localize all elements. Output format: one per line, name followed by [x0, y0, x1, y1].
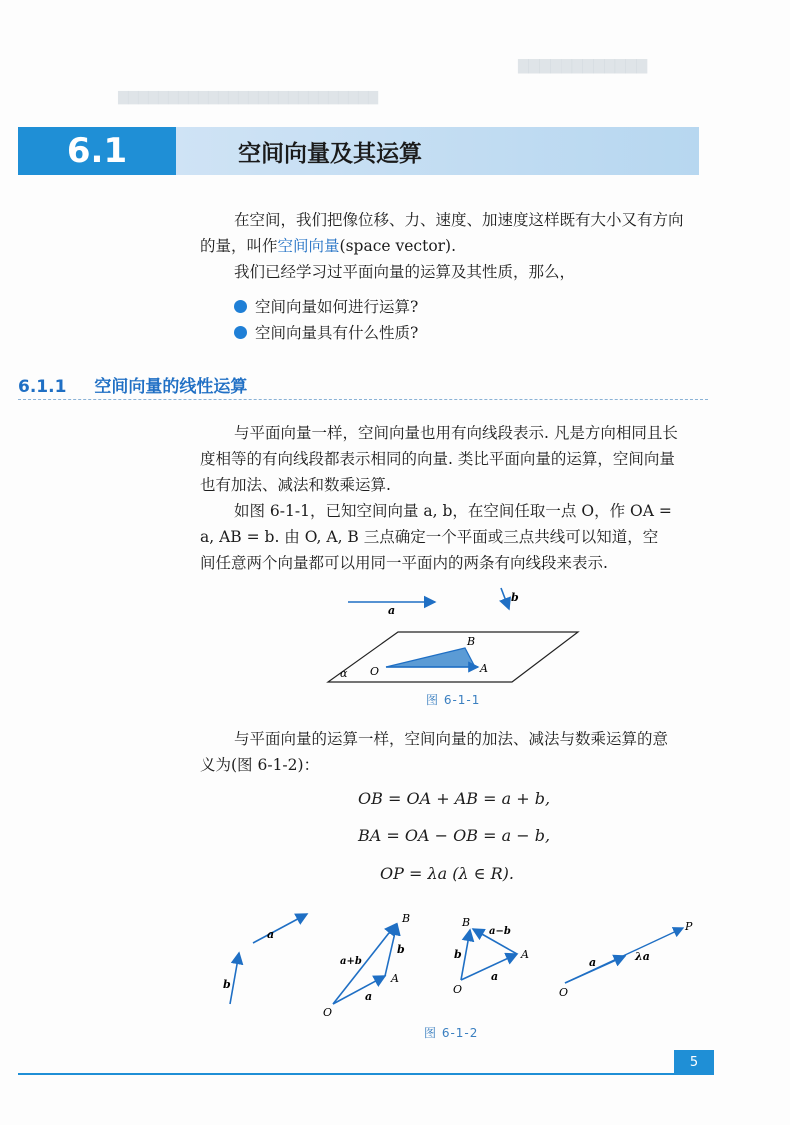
section-banner: [18, 127, 699, 175]
subsection-divider: [18, 399, 708, 400]
intro-line-1: 在空间，我们把像位移、力、速度、加速度这样既有大小又有方向: [234, 211, 684, 229]
label-O: O: [559, 986, 569, 999]
page-number: 5: [674, 1050, 714, 1074]
label-O: O: [370, 665, 380, 678]
vector-a-arrow: [253, 914, 307, 943]
label-B: B: [467, 635, 476, 648]
label-b: b: [511, 591, 519, 604]
label-a-plus-b: a+b: [340, 956, 362, 967]
label-a: a: [267, 928, 275, 941]
label-P: P: [685, 920, 693, 933]
subsection-number: 6.1.1: [18, 377, 67, 397]
label-a: a: [589, 956, 597, 969]
para1-line-1: 与平面向量一样，空间向量也用有向线段表示. 凡是方向相同且长: [234, 424, 678, 442]
question-item: [234, 321, 418, 343]
equation-BA: BA = OA − OB = a − b,: [358, 826, 551, 845]
figure-6-1-2: [215, 908, 705, 1023]
section-title-bar: [176, 127, 699, 175]
label-a-minus-b: a−b: [489, 926, 511, 937]
para3-line-2: 义为(图 6-1-2)：: [200, 756, 320, 774]
intro-line-3: 我们已经学习过平面向量的运算及其性质，那么，: [234, 263, 576, 281]
intro-line-2-pre: 的量，叫作: [200, 237, 278, 255]
vector-OA-arrow: [461, 954, 517, 980]
label-B: B: [462, 916, 471, 929]
bleed-through-text: ▇▇▇▇▇▇▇▇▇▇▇▇: [518, 58, 648, 74]
vector-OB-arrow: [461, 930, 470, 980]
para1-line-2: 度相等的有向线段都表示相同的向量. 类比平面向量的运算，空间向量: [200, 450, 675, 468]
para2-line-3: 间任意两个向量都可以用同一平面内的两条有向线段来表示.: [200, 554, 608, 572]
intro-line-2-post: (space vector).: [339, 237, 457, 255]
label-a: a: [388, 604, 396, 617]
equation-OB: OB = OA + AB = a + b,: [358, 789, 551, 808]
label-b: b: [454, 948, 462, 961]
question-text: 空间向量具有什么性质?: [255, 324, 419, 342]
para1-line-3: 也有加法、减法和数乘运算.: [200, 476, 391, 494]
subsection-heading: [18, 372, 247, 397]
bleed-through-text: ▇▇▇▇▇▇▇▇▇▇▇▇▇▇▇▇▇▇▇▇▇▇▇▇▇▇: [118, 90, 378, 105]
triangle-OAB: [386, 648, 475, 667]
section-number: 6.1: [18, 127, 176, 175]
vector-OA-arrow: [333, 976, 385, 1004]
label-A: A: [391, 972, 399, 985]
para2-line-1: 如图 6-1-1，已知空间向量 a, b，在空间任取一点 O，作 OA =: [234, 502, 672, 520]
equation-OP: OP = λa (λ ∈ R).: [380, 864, 514, 883]
label-a: a: [491, 970, 499, 983]
label-B: B: [402, 912, 411, 925]
vector-AB-arrow: [385, 924, 397, 976]
para2-line-2: a, AB = b. 由 O, A, B 三点确定一个平面或三点共线可以知道，空: [200, 528, 659, 546]
label-A: A: [521, 948, 529, 961]
figure-6-1-1-caption: 图 6-1-1: [426, 693, 481, 707]
question-item: [234, 295, 418, 317]
label-A: A: [480, 662, 488, 675]
vector-b-arrow: [501, 588, 509, 609]
term-space-vector: 空间向量: [277, 237, 340, 255]
label-O: O: [323, 1006, 333, 1019]
para3-line-1: 与平面向量的运算一样，空间向量的加法、减法与数乘运算的意: [234, 730, 669, 748]
subsection-title: 空间向量的线性运算: [94, 377, 248, 397]
section-title: 空间向量及其运算: [238, 140, 422, 167]
intro-line-2: [200, 233, 456, 259]
figure-6-1-1: [320, 585, 590, 685]
label-lambda-a: λa: [635, 950, 650, 963]
bullet-dot-icon: [234, 326, 247, 339]
bullet-dot-icon: [234, 300, 247, 313]
label-a: a: [365, 990, 373, 1003]
footer-rule: [18, 1073, 714, 1075]
label-b: b: [397, 943, 405, 956]
vector-b-arrow: [230, 953, 239, 1004]
label-b: b: [223, 978, 231, 991]
label-O: O: [453, 983, 463, 996]
vector-OP-arrow: [565, 928, 683, 983]
question-text: 空间向量如何进行运算?: [255, 298, 419, 316]
label-alpha: α: [340, 667, 348, 680]
figure-6-1-2-caption: 图 6-1-2: [424, 1026, 479, 1040]
